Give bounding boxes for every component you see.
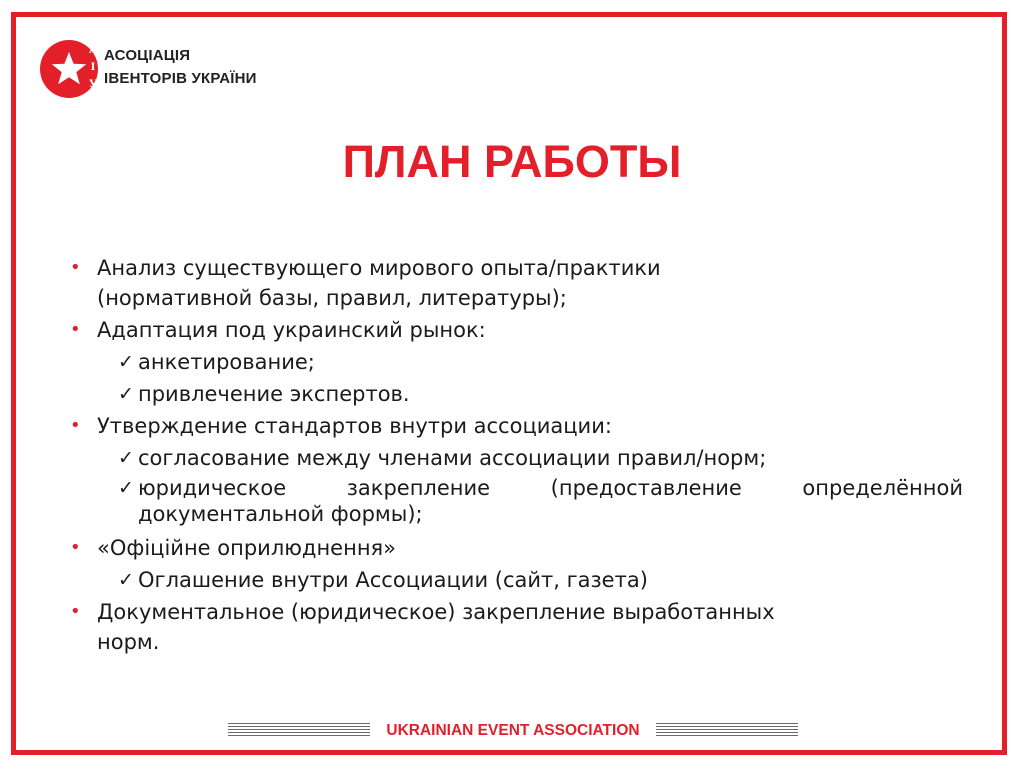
logo-letter: У <box>88 79 98 90</box>
checkmark-icon: ✓ <box>118 383 134 405</box>
logo-line-2: ІВЕНТОРІВ УКРАЇНИ <box>104 70 257 87</box>
footer-banner <box>228 718 798 744</box>
check-text: привлечение экспертов. <box>138 382 410 406</box>
bullet-icon: • <box>70 319 81 340</box>
bullet-item <box>70 411 963 441</box>
check-item <box>70 565 963 595</box>
check-text: анкетирование; <box>138 350 315 374</box>
bullet-icon: • <box>70 415 81 436</box>
bullet-item <box>70 253 963 313</box>
bullet-text-line: «Офіційне оприлюднення» <box>97 536 397 560</box>
footer-stripes-right <box>656 723 798 737</box>
bullet-icon: • <box>70 601 81 622</box>
star-icon <box>50 50 88 88</box>
checkmark-icon: ✓ <box>118 569 134 591</box>
check-text: Оглашение внутри Ассоциации (сайт, газета) <box>138 568 648 592</box>
slide-content <box>70 253 963 659</box>
checkmark-icon: ✓ <box>118 447 134 469</box>
logo-letter: І <box>90 62 96 73</box>
bullet-text-line: Адаптация под украинский рынок: <box>97 318 486 342</box>
logo-circle <box>40 40 98 98</box>
checkmark-icon: ✓ <box>118 351 134 373</box>
logo-line-1: АСОЦІАЦІЯ <box>104 47 191 64</box>
bullet-text-line: Утверждение стандартов внутри ассоциации: <box>97 414 612 438</box>
bullet-text-line: Анализ существующего мирового опыта/практики <box>97 256 661 280</box>
check-text: согласование между членами ассоциации правил/норм; <box>138 446 767 470</box>
bullet-item <box>70 597 963 657</box>
bullet-item <box>70 533 963 563</box>
check-text: юридическое закрепление (предоставление определённой документальной формы); <box>138 476 963 526</box>
bullet-text-line: норм. <box>97 630 160 654</box>
slide-title: ПЛАН РАБОТЫ <box>342 136 682 187</box>
bullet-item <box>70 315 963 345</box>
bullet-text-line: (нормативной базы, правил, литературы); <box>97 286 567 310</box>
bullet-icon: • <box>70 537 81 558</box>
logo-abbreviation <box>87 42 99 93</box>
checkmark-icon: ✓ <box>118 477 134 499</box>
logo-wordmark <box>104 44 257 90</box>
bullet-icon: • <box>70 257 81 278</box>
footer-text: UKRAINIAN EVENT ASSOCIATION <box>386 722 640 739</box>
check-item <box>70 443 963 473</box>
bullet-text-line: Документальное (юридическое) закрепление выработанных <box>97 600 775 624</box>
check-item <box>70 475 963 527</box>
check-item <box>70 379 963 409</box>
check-item <box>70 347 963 377</box>
footer-stripes-left <box>228 723 370 737</box>
logo-letter: А <box>88 45 98 56</box>
